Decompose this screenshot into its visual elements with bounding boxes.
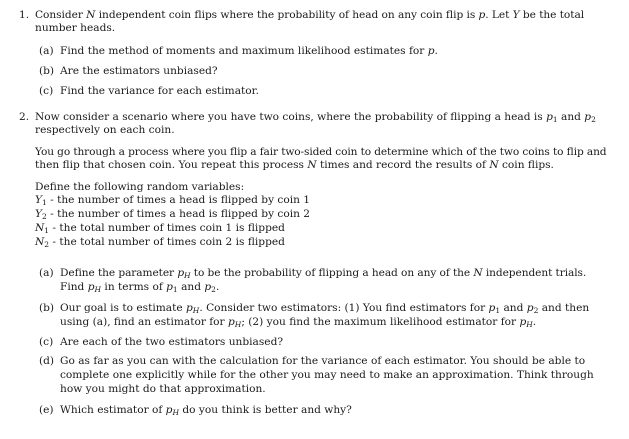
q1-part-a-label: (a) — [39, 45, 54, 57]
q2-part-d-label: (d) — [39, 355, 55, 367]
q1-intro-line-2: number heads. — [35, 22, 116, 34]
q2-part-b-line-2: using (a), find an estimator for $p_H$; (2) you find the maximum likelihood estimator for $p_H$. — [60, 316, 537, 329]
q2-part-c-line-1: Are each of the two estimators unbiased? — [60, 336, 284, 348]
q2-part-e-line-1: Which estimator of $p_H$ do you think is better and why? — [60, 404, 352, 417]
q2-intro-line-2: respectively on each coin. — [35, 124, 175, 136]
q1-part-c-label: (c) — [39, 85, 54, 97]
q1-number: 1. — [19, 9, 30, 21]
q2-part-e-label: (e) — [39, 404, 54, 416]
q2-paragraph-line-2: then flip that chosen coin. You repeat this process N times and record the results of N coin flips. — [35, 159, 554, 171]
q2-paragraph-line-1: You go through a process where you flip a fair two-sided coin to determine which of the two coins to flip and — [35, 146, 607, 158]
q1-part-b-label: (b) — [39, 65, 55, 77]
q2-part-a-line-1: Define the parameter $p_H$ to be the probability of flipping a head on any of the N independent trials. — [60, 267, 587, 280]
q1-part-c-text: Find the variance for each estimator. — [60, 85, 259, 97]
q2-part-a-label: (a) — [39, 267, 54, 279]
q2-part-b-label: (b) — [39, 302, 55, 314]
q2-define-heading: Define the following random variables: — [35, 181, 245, 193]
q2-part-c-label: (c) — [39, 336, 54, 348]
variable-y2: $Y_2$ - the number of times a head is flipped by coin 2 — [35, 208, 311, 221]
q1-part-b-text: Are the estimators unbiased? — [60, 65, 218, 77]
variable-n1: $N_1$ - the total number of times coin 1 is flipped — [35, 222, 285, 235]
q2-part-b-line-1: Our goal is to estimate $p_H$. Consider two estimators: (1) You find estimators for $p_1$ and $p_2$ and then — [60, 302, 590, 315]
q1-part-a-text: Find the method of moments and maximum likelihood estimates for p. — [60, 45, 438, 57]
q2-part-a-line-2: Find $p_H$ in terms of $p_1$ and $p_2$. — [60, 281, 220, 294]
q2-part-d-line-1: Go as far as you can with the calculation for the variance of each estimator. You should be able to — [60, 355, 586, 367]
q2-intro-line-1: Now consider a scenario where you have two coins, where the probability of flipping a head is $p_1$ and $p_2$ — [35, 111, 596, 124]
q1-intro-line-1: Consider N independent coin flips where the probability of head on any coin flip is p. Let Y be the total — [35, 9, 585, 21]
variable-n2: $N_2$ - the total number of times coin 2 is flipped — [35, 236, 285, 249]
q2-part-d-line-2: complete one explicitly while for the other you may need to make an approximation. Think through — [60, 369, 594, 381]
q2-part-d-line-3: how you might do that approximation. — [60, 383, 266, 395]
q2-number: 2. — [19, 111, 30, 123]
variable-y1: $Y_1$ - the number of times a head is flipped by coin 1 — [35, 194, 311, 207]
